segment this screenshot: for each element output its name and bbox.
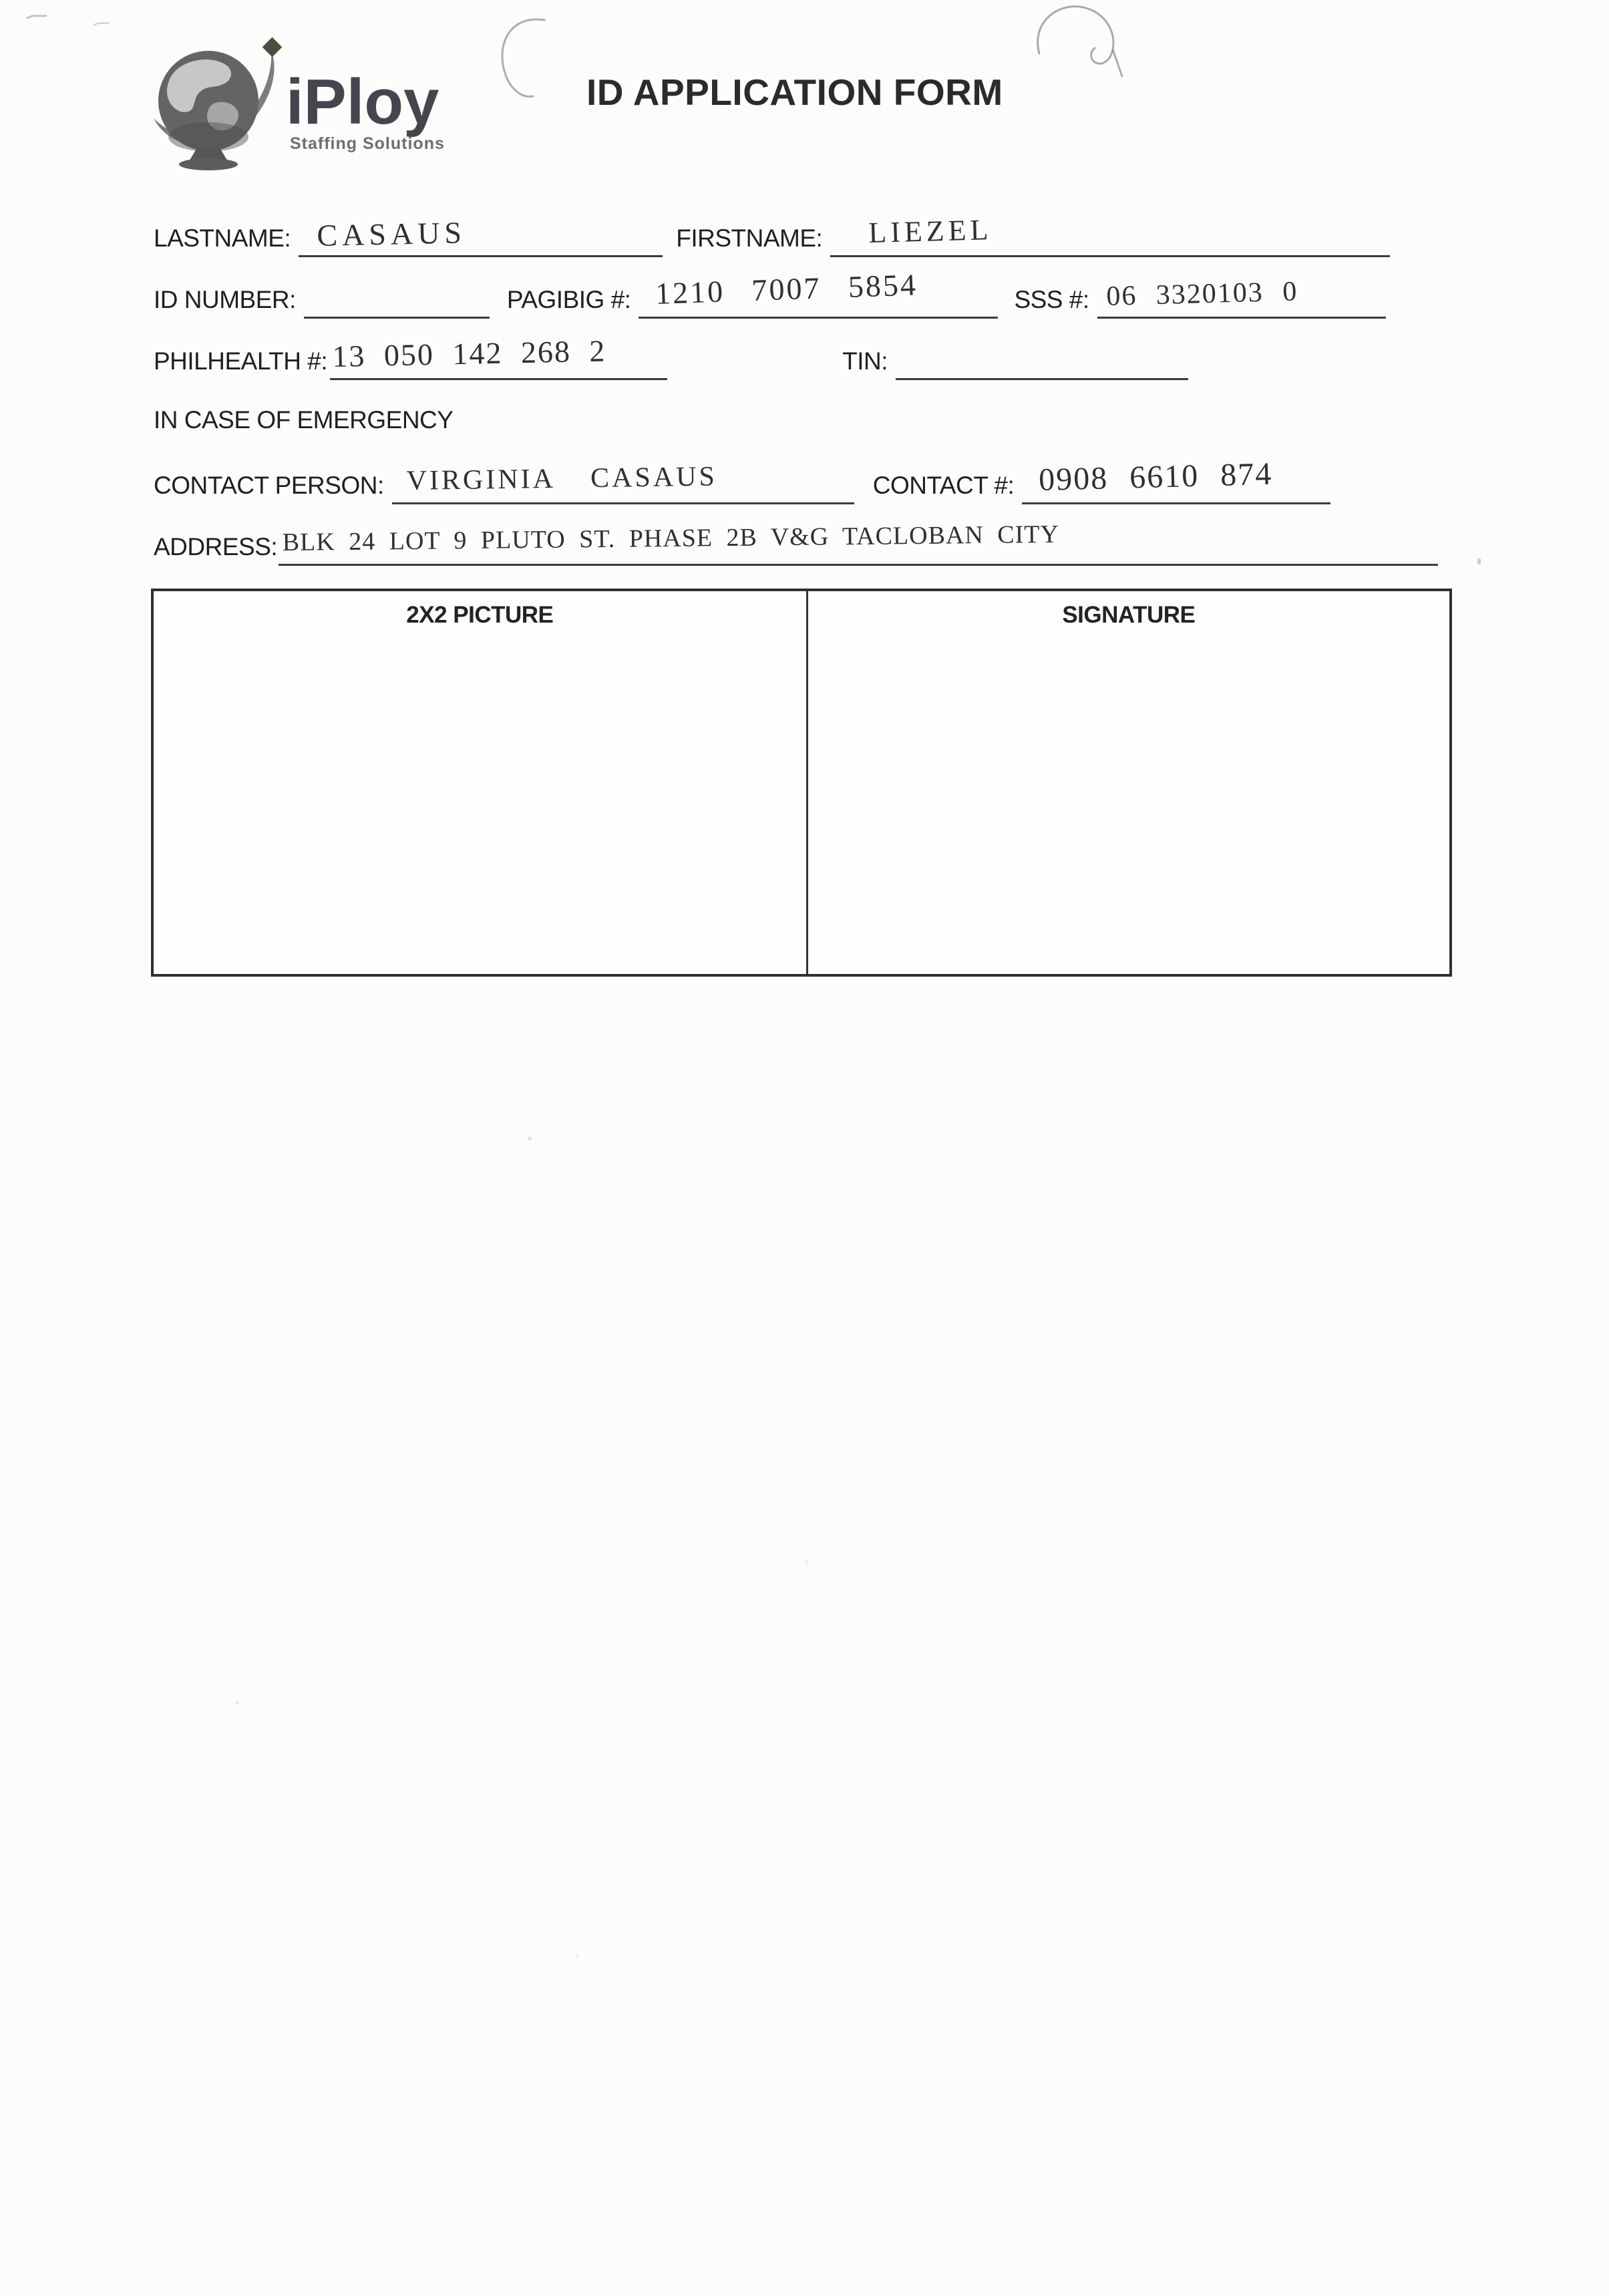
logo-tagline-text: Staffing Solutions xyxy=(290,134,445,153)
address-line xyxy=(279,522,1438,566)
picture-box-header: 2X2 PICTURE xyxy=(406,602,554,628)
firstname-label: FIRSTNAME: xyxy=(676,224,823,253)
page-title: ID APPLICATION FORM xyxy=(586,71,1003,113)
signature-box xyxy=(808,591,1449,974)
contact-person-line xyxy=(392,461,854,504)
sss-line xyxy=(1097,275,1386,319)
scan-speck xyxy=(805,1560,808,1563)
pagibig-line xyxy=(639,267,998,319)
lastname-label: LASTNAME: xyxy=(154,224,291,253)
philhealth-value: 13 050 142 268 2 xyxy=(332,333,607,374)
lastname-line xyxy=(299,214,663,257)
id-numbers-row xyxy=(154,267,1386,319)
emergency-section-heading: IN CASE OF EMERGENCY xyxy=(154,406,454,434)
logo-leaf-diamond-icon xyxy=(262,37,283,57)
lastname-value: CASAUS xyxy=(317,215,467,253)
tin-label: TIN: xyxy=(842,347,888,375)
philhealth-label: PHILHEALTH #: xyxy=(154,347,328,375)
address-value: BLK 24 LOT 9 PLUTO ST. PHASE 2B V&G TACLOBAN CITY xyxy=(282,520,1060,557)
scan-speck xyxy=(528,1137,532,1140)
address-label: ADDRESS: xyxy=(154,533,278,561)
globe-shading xyxy=(168,122,248,152)
philhealth-line xyxy=(330,333,667,380)
firstname-value: LIEZEL xyxy=(868,213,993,250)
philhealth-tin-row xyxy=(154,333,1188,380)
scan-speck xyxy=(576,1955,579,1958)
iploy-logo xyxy=(134,37,448,174)
pagibig-value: 1210 7007 5854 xyxy=(655,267,919,311)
scan-speck xyxy=(1477,558,1481,564)
tin-line xyxy=(896,337,1188,380)
id-number-label: ID NUMBER: xyxy=(154,286,296,314)
scan-curl-artifact xyxy=(1029,0,1129,84)
globe-pedestal-base xyxy=(179,158,238,170)
sss-value: 06 3320103 0 xyxy=(1105,276,1298,313)
address-row xyxy=(154,522,1438,566)
contact-number-line xyxy=(1022,456,1330,504)
contact-number-value: 0908 6610 874 xyxy=(1038,456,1274,498)
signature-box-header: SIGNATURE xyxy=(1062,602,1196,628)
contact-person-value: VIRGINIA CASAUS xyxy=(406,461,717,497)
contact-number-label: CONTACT #: xyxy=(872,472,1015,500)
emergency-contact-row xyxy=(154,456,1330,504)
picture-box xyxy=(154,591,808,974)
scan-speck xyxy=(235,1701,239,1705)
id-number-line xyxy=(304,275,490,319)
contact-person-label: CONTACT PERSON: xyxy=(154,472,384,500)
pagibig-label: PAGIBIG #: xyxy=(506,286,631,314)
firstname-line xyxy=(830,214,1390,257)
name-row xyxy=(154,214,1390,257)
scan-curl-artifact xyxy=(491,15,561,108)
attachment-table xyxy=(151,589,1452,977)
sss-label: SSS #: xyxy=(1014,286,1089,314)
logo-brand-text: iPloy xyxy=(286,66,439,138)
scan-smudge-artifact xyxy=(24,11,111,31)
